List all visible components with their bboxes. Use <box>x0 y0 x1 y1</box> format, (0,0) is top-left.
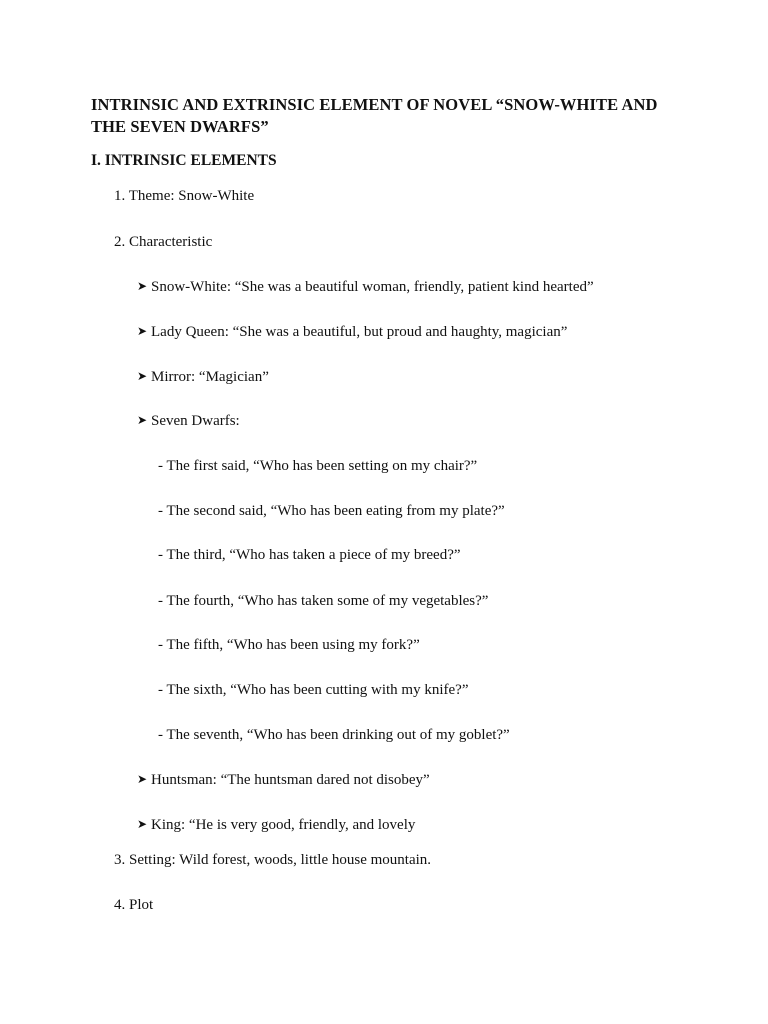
character-seven-dwarfs <box>137 411 240 430</box>
character-text: King: “He is very good, friendly, and lovely <box>151 817 416 833</box>
arrow-bullet-icon: ➤ <box>137 772 148 786</box>
arrow-bullet-icon: ➤ <box>137 324 148 338</box>
dwarf-quote-5: - The fifth, “Who has been using my fork?” <box>158 637 420 653</box>
item-setting: 3. Setting: Wild forest, woods, little house mountain. <box>114 852 432 868</box>
arrow-bullet-icon: ➤ <box>137 369 148 383</box>
character-lady-queen <box>137 322 567 341</box>
character-huntsman <box>137 770 430 789</box>
document-title-line-2: THE SEVEN DWARFS” <box>91 117 269 136</box>
dwarf-quote-4: - The fourth, “Who has taken some of my vegetables?” <box>158 593 489 609</box>
dwarf-quote-2: - The second said, “Who has been eating from my plate?” <box>158 503 505 519</box>
character-text: Mirror: “Magician” <box>151 369 269 385</box>
arrow-bullet-icon: ➤ <box>137 817 148 831</box>
dwarf-quote-7: - The seventh, “Who has been drinking out of my goblet?” <box>158 727 510 743</box>
arrow-bullet-icon: ➤ <box>137 279 148 293</box>
character-text: Huntsman: “The huntsman dared not disobey” <box>151 772 430 788</box>
document-title-line-1: INTRINSIC AND EXTRINSIC ELEMENT OF NOVEL “SNOW-WHITE AND <box>91 95 658 114</box>
character-text: Seven Dwarfs: <box>151 413 240 429</box>
dwarf-quote-1: - The first said, “Who has been setting on my chair?” <box>158 458 478 474</box>
dwarf-quote-6: - The sixth, “Who has been cutting with my knife?” <box>158 682 469 698</box>
item-theme: 1. Theme: Snow-White <box>114 188 255 204</box>
arrow-bullet-icon: ➤ <box>137 413 148 427</box>
character-text: Lady Queen: “She was a beautiful, but proud and haughty, magician” <box>151 324 568 340</box>
character-snow-white <box>137 277 594 296</box>
item-plot: 4. Plot <box>114 897 154 913</box>
character-text: Snow-White: “She was a beautiful woman, friendly, patient kind hearted” <box>151 279 594 295</box>
item-characteristic: 2. Characteristic <box>114 234 213 250</box>
character-mirror <box>137 367 269 386</box>
character-king <box>137 815 415 834</box>
section-heading-intrinsic: I. INTRINSIC ELEMENTS <box>91 152 277 169</box>
dwarf-quote-3: - The third, “Who has taken a piece of my breed?” <box>158 547 461 563</box>
